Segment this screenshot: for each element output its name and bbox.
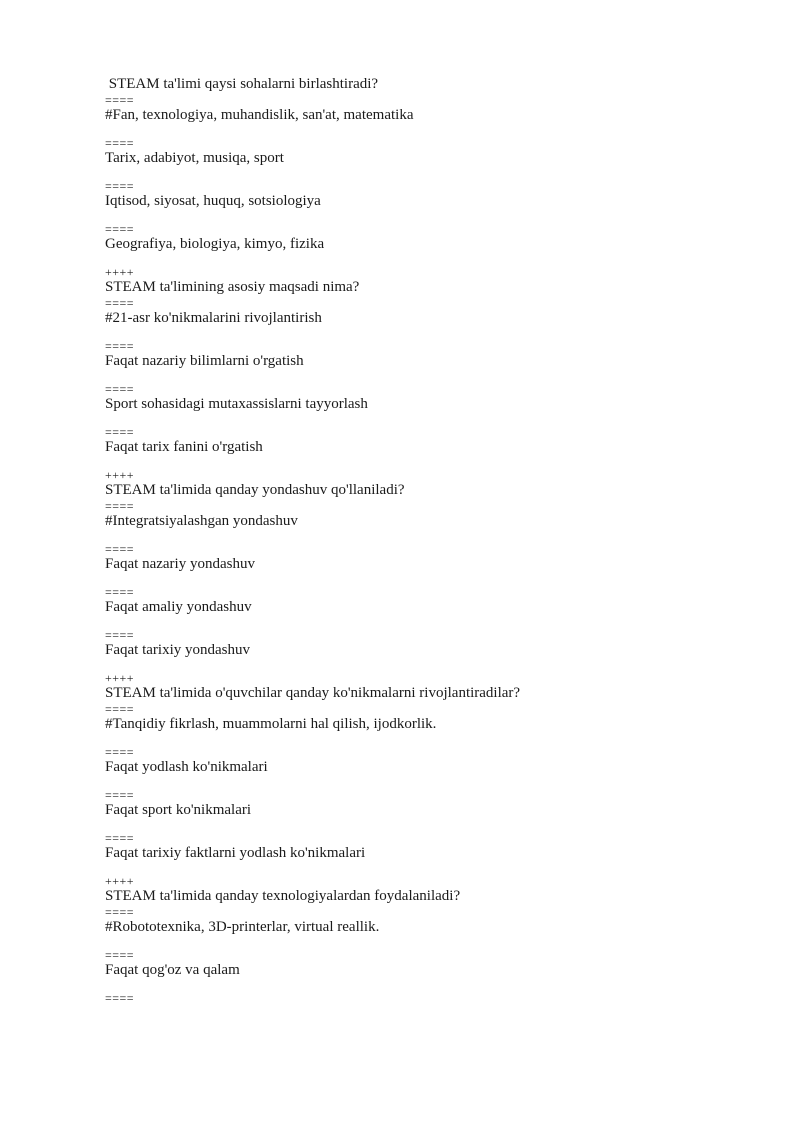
option-separator: ==== bbox=[105, 831, 135, 845]
question-separator: ++++ bbox=[105, 671, 135, 685]
question-text: STEAM ta'limida qanday yondashuv qo'llaniladi? bbox=[105, 482, 405, 498]
option: Faqat nazariy yondashuv bbox=[105, 556, 255, 572]
option-separator: ==== bbox=[105, 222, 135, 236]
question-text: STEAM ta'limida o'quvchilar qanday ko'nikmalarni rivojlantiradilar? bbox=[105, 685, 521, 701]
option: Tarix, adabiyot, musiqa, sport bbox=[105, 150, 284, 166]
option-separator: ==== bbox=[105, 136, 135, 150]
option: Faqat sport ko'nikmalari bbox=[105, 802, 252, 818]
question-text: STEAM ta'limi qaysi sohalarni birlashtiradi? bbox=[105, 76, 379, 92]
correct-option: #Robototexnika, 3D-printerlar, virtual reallik. bbox=[105, 919, 380, 935]
question-separator: ++++ bbox=[105, 265, 135, 279]
option: Faqat amaliy yondashuv bbox=[105, 599, 252, 615]
option-separator: ==== bbox=[105, 905, 135, 919]
question-block bbox=[105, 684, 765, 887]
option-separator: ==== bbox=[105, 425, 135, 439]
correct-option: #Integratsiyalashgan yondashuv bbox=[105, 513, 298, 529]
option-separator: ==== bbox=[105, 296, 135, 310]
option: Faqat tarixiy faktlarni yodlash ko'nikmalari bbox=[105, 845, 366, 861]
question-text: STEAM ta'limining asosiy maqsadi nima? bbox=[105, 279, 360, 295]
option-separator: ==== bbox=[105, 788, 135, 802]
option-separator: ==== bbox=[105, 628, 135, 642]
question-block bbox=[105, 481, 765, 684]
question-block bbox=[105, 75, 765, 278]
test-document bbox=[105, 75, 765, 1004]
question-text: STEAM ta'limida qanday texnologiyalardan foydalaniladi? bbox=[105, 888, 461, 904]
question-separator: ++++ bbox=[105, 468, 135, 482]
option: Faqat tarix fanini o'rgatish bbox=[105, 439, 263, 455]
correct-option: #Tanqidiy fikrlash, muammolarni hal qilish, ijodkorlik. bbox=[105, 716, 437, 732]
option-separator: ==== bbox=[105, 948, 135, 962]
option: Faqat nazariy bilimlarni o'rgatish bbox=[105, 353, 304, 369]
option-separator: ==== bbox=[105, 585, 135, 599]
question-block bbox=[105, 887, 765, 1004]
question-block bbox=[105, 278, 765, 481]
correct-option: #Fan, texnologiya, muhandislik, san'at, matematika bbox=[105, 107, 414, 123]
option: Geografiya, biologiya, kimyo, fizika bbox=[105, 236, 325, 252]
option: Sport sohasidagi mutaxassislarni tayyorlash bbox=[105, 396, 368, 412]
option-separator: ==== bbox=[105, 339, 135, 353]
option-separator: ==== bbox=[105, 991, 135, 1005]
option: Iqtisod, siyosat, huquq, sotsiologiya bbox=[105, 193, 321, 209]
option-separator: ==== bbox=[105, 179, 135, 193]
option: Faqat qog'oz va qalam bbox=[105, 962, 240, 978]
correct-option: #21-asr ko'nikmalarini rivojlantirish bbox=[105, 310, 322, 326]
option-separator: ==== bbox=[105, 382, 135, 396]
option-separator: ==== bbox=[105, 93, 135, 107]
question-separator: ++++ bbox=[105, 874, 135, 888]
option-separator: ==== bbox=[105, 702, 135, 716]
option: Faqat yodlash ko'nikmalari bbox=[105, 759, 268, 775]
option: Faqat tarixiy yondashuv bbox=[105, 642, 250, 658]
option-separator: ==== bbox=[105, 745, 135, 759]
option-separator: ==== bbox=[105, 542, 135, 556]
option-separator: ==== bbox=[105, 499, 135, 513]
